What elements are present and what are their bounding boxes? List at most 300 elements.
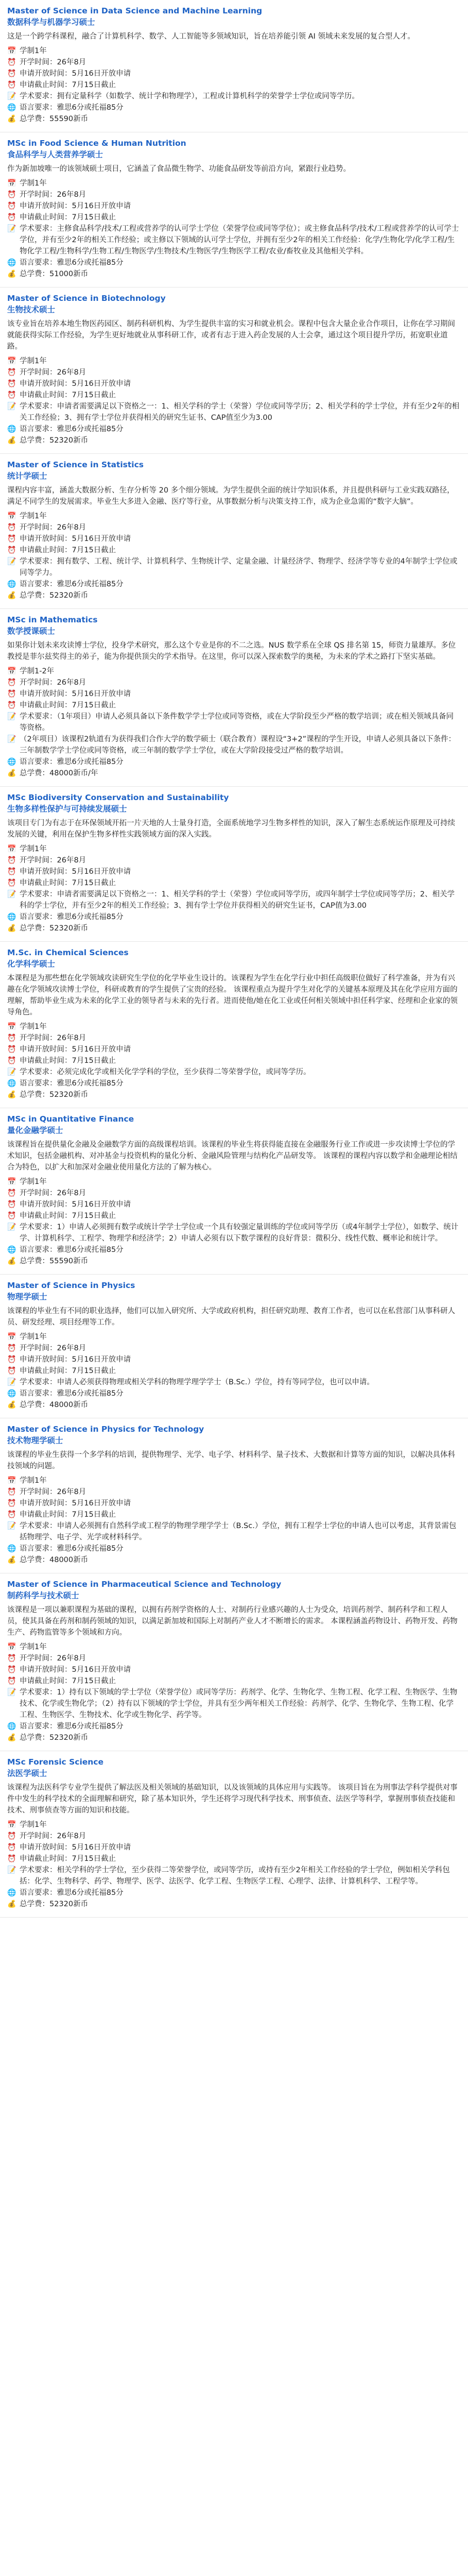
money-icon: 💰: [7, 591, 16, 600]
program-fact-text: 申请截止时间：7月15日截止: [20, 391, 116, 399]
program-fact-text: 语言要求：雅思6分或托福85分: [20, 1246, 124, 1254]
clock-icon: ⏰: [7, 701, 16, 709]
program-facts-list: [7, 1331, 461, 1411]
clock-icon: ⏰: [7, 1666, 16, 1674]
program-fact-text: 学制1年: [20, 512, 47, 520]
program-fact-text: 学术要求：拥有数学、工程、统计学、计算机科学、生物统计学、定量金融、计量经济学、物理学、经济学等专业的4年制学士学位或同等学力。: [20, 557, 458, 577]
clock-icon: ⏰: [7, 1832, 16, 1840]
clock-icon: ⏰: [7, 1034, 16, 1042]
program-fact: [7, 178, 461, 189]
program-description: 该课程是一项以兼职课程为基础的课程，以拥有药剂学资格的人士、对制药行业感兴趣的人士为受众，培训药剂学、制药科学和工程人员，使其具备在药剂和制药领域的知识，以满足新加坡和国际上对制药产业人才不断增长的需求。 本课程涵盖药物设计、药物开发、药物生产、药物监管等多个领域和方向。: [7, 1606, 458, 1637]
clock-icon: ⏰: [7, 679, 16, 687]
program-fact-text: 总学费：52320新币: [20, 1734, 89, 1742]
program-fact-text: 开学时间：26年8月: [20, 1344, 86, 1352]
clock-icon: ⏰: [7, 191, 16, 199]
program-fact: [7, 1188, 461, 1199]
program-fact: [7, 1066, 461, 1078]
note-icon: 📝: [7, 713, 16, 721]
program-fact: [7, 522, 461, 533]
globe-icon: 🌐: [7, 1079, 16, 1088]
clock-icon: ⏰: [7, 546, 16, 554]
program-fact: [7, 1199, 461, 1210]
money-icon: 💰: [7, 769, 16, 777]
clock-icon: ⏰: [7, 1212, 16, 1220]
program-title-zh: 生物技术硕士: [7, 305, 56, 314]
note-icon: 📝: [7, 1068, 16, 1076]
clock-icon: ⏰: [7, 1654, 16, 1663]
clock-icon: ⏰: [7, 690, 16, 698]
money-icon: 💰: [7, 1556, 16, 1564]
program-card: [0, 1573, 468, 1751]
program-fact: [7, 102, 461, 113]
program-fact-text: 学术要求：主修食品科学/技术/工程或营养学的认可学士学位（荣誉学位或同等学位）；或主修食品科学/技术/工程或营养学的认可学士学位，并有至少2年的相关工作经验；或主修以下领域的认可学士学位，并拥有至少2年的相关工作经验：化学/生物化学/化学工程/生物化学工程/生物科学/生物工程/生物医学/生物技术/生物医学/生物医学工程/农业/畜牧业及其他相关学科。: [20, 225, 459, 256]
program-facts-list: [7, 1819, 461, 1910]
note-icon: 📝: [7, 1223, 16, 1231]
clock-icon: ⏰: [7, 868, 16, 876]
program-title-zh: 法医学硕士: [7, 1769, 47, 1778]
program-fact: [7, 533, 461, 545]
calendar-icon: 📅: [7, 1178, 16, 1186]
program-fact: [7, 45, 461, 57]
program-fact: [7, 1399, 461, 1411]
program-fact-text: 学制1年: [20, 1643, 47, 1651]
program-description: 课程内容丰富，涵盖大数据分析、生存分析等 20 多个细分领域。为学生提供全面的统计学知识体系，并且提供科研与工业实践双路径，满足不同学生的发展需求。毕业生大多进入金融、医疗等行业，从事数据分析与决策支持工作，成为企业急需的“数字大脑”。: [7, 486, 455, 506]
program-description: 如果你计划未来攻读博士学位，投身学术研究，那么这个专业是你的不二之选。NUS 数学系在全球 QS 排名第 15，师资力量雄厚。多位教授是菲尔兹奖得主的弟子，能为你提供顶尖的学术指导。在这里，你可以深入探索数学的奥秘，为未来的学术之路打下坚实基础。: [7, 641, 456, 661]
program-fact: [7, 866, 461, 877]
program-title-en: Master of Science in Data Science and Machine Learning: [7, 6, 263, 15]
calendar-icon: 📅: [7, 1477, 16, 1485]
program-title-zh: 量化金融学硕士: [7, 1126, 63, 1135]
program-fact-text: 学制1年: [20, 1477, 47, 1485]
clock-icon: ⏰: [7, 1344, 16, 1352]
globe-icon: 🌐: [7, 104, 16, 112]
program-fact-text: 开学时间：26年8月: [20, 523, 86, 532]
program-fact-text: 总学费：52320新币: [20, 924, 89, 933]
program-fact: [7, 1089, 461, 1100]
program-fact: [7, 389, 461, 401]
program-fact-text: 语言要求：雅思6分或托福85分: [20, 1545, 124, 1553]
program-fact-text: 语言要求：雅思6分或托福85分: [20, 758, 124, 766]
globe-icon: 🌐: [7, 1545, 16, 1553]
program-facts-list: [7, 511, 461, 601]
program-fact-text: 申请开放时间：5月16日开放申请: [20, 1499, 131, 1507]
program-fact-text: 学术要求：必须完成化学或相关化学学科的学位，至少获得二等荣誉学位，或同等学历。: [20, 1068, 311, 1076]
calendar-icon: 📅: [7, 1821, 16, 1829]
program-description: 作为新加坡唯一的该领域硕士项目，它涵盖了食品微生物学、功能食品研发等前沿方向，紧跟行业趋势。: [7, 165, 351, 173]
program-fact-text: 申请截止时间：7月15日截止: [20, 1367, 116, 1375]
program-fact: [7, 768, 461, 779]
program-fact: [7, 1675, 461, 1687]
program-description: 该课程的毕业生有不同的职业选择，他们可以加入研究所、大学或政府机构，担任研究助理、教育工作者，也可以在私营部门从事科研人员、研发经理、项目经理等工作。: [7, 1307, 455, 1327]
program-fact: [7, 91, 461, 102]
program-card: [0, 942, 468, 1108]
program-fact: [7, 1543, 461, 1554]
program-fact: [7, 1664, 461, 1675]
program-title-zh: 生物多样性保护与可持续发展硕士: [7, 804, 127, 814]
program-fact-text: 总学费：52320新币: [20, 591, 89, 600]
money-icon: 💰: [7, 1734, 16, 1742]
globe-icon: 🌐: [7, 1722, 16, 1731]
program-fact: [7, 700, 461, 711]
program-fact-text: 总学费：48000新币: [20, 1401, 89, 1409]
program-fact: [7, 1887, 461, 1899]
program-title-en: MSc in Mathematics: [7, 615, 98, 624]
program-fact-text: 申请截止时间：7月15日截止: [20, 1855, 116, 1863]
program-fact-text: 申请开放时间：5月16日开放申请: [20, 535, 131, 543]
program-title-en: Master of Science in Physics for Technology: [7, 1425, 204, 1434]
clock-icon: ⏰: [7, 1355, 16, 1364]
program-title-zh: 物理学硕士: [7, 1292, 47, 1301]
program-fact-text: 开学时间：26年8月: [20, 1034, 86, 1042]
program-fact: [7, 68, 461, 79]
program-fact: [7, 1032, 461, 1044]
clock-icon: ⏰: [7, 1057, 16, 1065]
program-card: [0, 609, 468, 787]
program-card: [0, 454, 468, 609]
program-fact: [7, 57, 461, 68]
program-fact: [7, 1509, 461, 1520]
program-fact: [7, 367, 461, 378]
clock-icon: ⏰: [7, 70, 16, 78]
note-icon: 📝: [7, 402, 16, 411]
program-title-en: Master of Science in Statistics: [7, 460, 144, 469]
clock-icon: ⏰: [7, 1843, 16, 1852]
clock-icon: ⏰: [7, 1367, 16, 1375]
program-fact-text: 语言要求：雅思6分或托福85分: [20, 1889, 124, 1897]
money-icon: 💰: [7, 115, 16, 123]
program-fact: [7, 1078, 461, 1089]
globe-icon: 🌐: [7, 1889, 16, 1897]
program-fact-text: 申请开放时间：5月16日开放申请: [20, 690, 131, 698]
program-title-en: MSc Biodiversity Conservation and Sustainability: [7, 793, 229, 802]
program-fact-text: 语言要求：雅思6分或托福85分: [20, 104, 124, 112]
clock-icon: ⏰: [7, 1488, 16, 1496]
program-description: 该课程为法医科学专业学生提供了解法医及相关领域的基础知识，以及该领域的具体应用与实践等。 该项目旨在为刑事法学科学提供对事件中发生的科学技术的全面理解和研究，除了基本知识外，学生还将学习现代科学技术、刑事侦查、法医学等科学，掌握刑事侦查技能和技术、刑事侦查等方面的知识和技能。: [7, 1784, 458, 1815]
program-fact-text: 申请开放时间：5月16日开放申请: [20, 1843, 131, 1852]
clock-icon: ⏰: [7, 1499, 16, 1507]
calendar-icon: 📅: [7, 1023, 16, 1031]
program-fact-text: 开学时间：26年8月: [20, 1832, 86, 1840]
program-fact-text: 学术要求：申请人必须拥有自然科学或工程学的物理学理学学士（B.Sc.）学位，拥有工程学士学位的申请人也可以考虑，其背景需包括物理学、电子学、光学或材料科学。: [20, 1522, 457, 1541]
note-icon: 📝: [7, 225, 16, 233]
program-fact: [7, 734, 461, 756]
program-card: [0, 1108, 468, 1275]
program-title-zh: 技术物理学硕士: [7, 1436, 63, 1445]
program-fact-text: 申请截止时间：7月15日截止: [20, 81, 116, 89]
program-fact: [7, 1554, 461, 1566]
program-fact-text: 学制1年: [20, 357, 47, 365]
program-fact-text: 申请开放时间：5月16日开放申请: [20, 202, 131, 210]
program-fact: [7, 257, 461, 268]
program-fact-text: 申请开放时间：5月16日开放申请: [20, 70, 131, 78]
program-title-zh: 食品科学与人类营养学硕士: [7, 150, 103, 159]
program-fact: [7, 1176, 461, 1188]
program-fact: [7, 189, 461, 200]
program-facts-list: [7, 178, 461, 280]
program-title-zh: 统计学硕士: [7, 471, 47, 481]
program-fact: [7, 223, 461, 257]
program-fact: [7, 1653, 461, 1664]
money-icon: 💰: [7, 1900, 16, 1908]
globe-icon: 🌐: [7, 1246, 16, 1254]
note-icon: 📝: [7, 92, 16, 100]
program-fact: [7, 1498, 461, 1509]
program-fact: [7, 1853, 461, 1865]
program-fact-text: 学术要求：（1年项目）申请人必须具备以下条件数学学士学位或同等资格，或在大学阶段至少严格的数学培训；或在相关领域具备同等资格。: [20, 713, 454, 732]
calendar-icon: 📅: [7, 1333, 16, 1341]
clock-icon: ⏰: [7, 1511, 16, 1519]
program-fact: [7, 200, 461, 212]
note-icon: 📝: [7, 1866, 16, 1874]
program-description: 该专业旨在培养本地生物医药园区、制药科研机构、为学生提供丰富的实习和就业机会。课程中包含大量企业合作项目，让你在学习期间就能获得实际工作经验，为学生更好地就业从事科研工作，或者有志于进入药企发展的人士会拿，通过这个项目提升学历，拓宽职业道路。: [7, 320, 455, 351]
program-fact-text: 学术要求：相关学科的学士学位，至少获得二等荣誉学位，或同等学历，或持有至少2年相关工作经验的学士学位，例如相关学科包括：化学、生物科学、药学、物理学、医学、法医学、化学工程、生物医学工程、心理学、法律、计算机科学、工程学等。: [20, 1866, 450, 1886]
program-fact: [7, 401, 461, 423]
program-fact-text: 学制1年: [20, 1333, 47, 1341]
program-title-zh: 制药科学与技术硕士: [7, 1591, 79, 1600]
clock-icon: ⏰: [7, 1189, 16, 1197]
program-fact: [7, 677, 461, 688]
program-fact: [7, 1021, 461, 1032]
program-fact: [7, 1055, 461, 1066]
program-fact: [7, 1343, 461, 1354]
clock-icon: ⏰: [7, 213, 16, 222]
program-fact: [7, 113, 461, 125]
globe-icon: 🌐: [7, 425, 16, 433]
program-fact: [7, 1899, 461, 1910]
program-description: 本课程是为那些想在化学领域攻读研究生学位的化学毕业生设计的。该课程为学生在化学行业中担任高级职位做好了科学准备，并为有兴趣在化学领域攻读博士学位，科研或教育的学生提供了宝贵的经验。 该课程重点为提升学生对化学的关键基本原理及其在化学应用方面的理解，帮助毕业生成为未来的化学工业的领导者与未来的先行者。进而使他/她在化工业或任何相关领域中担任科学家、经理和企业家的领导角色。: [7, 974, 458, 1016]
program-card: [0, 1275, 468, 1418]
program-facts-list: [7, 666, 461, 779]
program-fact: [7, 1210, 461, 1222]
program-fact-text: 开学时间：26年8月: [20, 856, 86, 865]
program-description: 该项目专门为有志于在环保领域开拓一片天地的人士量身打造，全面系统地学习生物多样性的知识，深入了解生态系统运作原理及可持续发展的关键，利用在保护生物多样性实践领域方面的深入实践。: [7, 819, 455, 839]
program-title-zh: 化学科学硕士: [7, 959, 56, 969]
program-fact: [7, 1520, 461, 1543]
program-fact: [7, 423, 461, 435]
globe-icon: 🌐: [7, 758, 16, 766]
program-fact-text: 总学费：51000新币: [20, 270, 89, 278]
program-fact-text: 总学费：48000新币: [20, 1556, 89, 1564]
program-description: 该课程的毕业生获得一个多学科的培训，提供物理学、光学、电子学、材料科学、量子技术、大数据和计算等方面的知识，以解决具体科技领域的问题。: [7, 1451, 455, 1470]
program-fact: [7, 1044, 461, 1055]
money-icon: 💰: [7, 1091, 16, 1099]
program-fact: [7, 511, 461, 522]
note-icon: 📝: [7, 1522, 16, 1530]
clock-icon: ⏰: [7, 1855, 16, 1863]
program-fact-text: 申请截止时间：7月15日截止: [20, 1511, 116, 1519]
globe-icon: 🌐: [7, 1389, 16, 1398]
program-card: [0, 1418, 468, 1573]
program-fact: [7, 889, 461, 911]
calendar-icon: 📅: [7, 845, 16, 853]
program-fact-text: 总学费：52320新币: [20, 436, 89, 445]
program-fact-text: 学术要求：申请者需要满足以下资格之一：1、相关学科的学士（荣誉）学位或同等学历，或四年制学士学位或同等学历；2、相关学科的学士学位，并有至少2年的相关工作经验；3、拥有学士学位并获得相关的研究生证书，CAP值为3.00: [20, 890, 455, 910]
program-card: [0, 1751, 468, 1918]
note-icon: 📝: [7, 890, 16, 899]
program-card: [0, 287, 468, 454]
money-icon: 💰: [7, 924, 16, 933]
clock-icon: ⏰: [7, 391, 16, 399]
money-icon: 💰: [7, 436, 16, 445]
program-fact-text: 总学费：52320新币: [20, 1091, 89, 1099]
note-icon: 📝: [7, 735, 16, 743]
program-facts-list: [7, 1021, 461, 1100]
program-title-zh: 数学授课硕士: [7, 626, 56, 636]
calendar-icon: 📅: [7, 1643, 16, 1651]
program-fact: [7, 1256, 461, 1267]
program-fact: [7, 378, 461, 389]
program-fact: [7, 1486, 461, 1498]
program-fact-text: 语言要求：雅思6分或托福85分: [20, 1079, 124, 1088]
globe-icon: 🌐: [7, 913, 16, 921]
program-fact: [7, 212, 461, 223]
clock-icon: ⏰: [7, 856, 16, 865]
program-fact-text: 申请截止时间：7月15日截止: [20, 1057, 116, 1065]
clock-icon: ⏰: [7, 368, 16, 377]
note-icon: 📝: [7, 557, 16, 566]
program-fact-text: 开学时间：26年8月: [20, 368, 86, 377]
calendar-icon: 📅: [7, 667, 16, 675]
program-fact: [7, 1365, 461, 1377]
clock-icon: ⏰: [7, 1045, 16, 1054]
program-fact-text: 学制1年: [20, 179, 47, 188]
program-card: [0, 132, 468, 287]
program-title-en: Master of Science in Physics: [7, 1281, 135, 1290]
program-fact-text: 申请截止时间：7月15日截止: [20, 1677, 116, 1685]
program-fact-text: 学术要求：1）申请人必须拥有数学或统计学学士学位或一个具有较强定量训练的学位或同等学历（或4年制学士学位），如数学、统计学、计算机科学、工程学、物理学和经济学；2）申请人必须有以下数学课程的良好背景：微积分、线性代数、概率论和统计学。: [20, 1223, 459, 1243]
program-fact-text: 语言要求：雅思6分或托福85分: [20, 425, 124, 433]
program-title-en: Master of Science in Biotechnology: [7, 294, 166, 303]
program-fact: [7, 268, 461, 280]
program-title-en: MSc in Quantitative Finance: [7, 1114, 134, 1124]
program-fact: [7, 1865, 461, 1887]
clock-icon: ⏰: [7, 81, 16, 89]
program-fact: [7, 79, 461, 91]
program-fact-text: 开学时间：26年8月: [20, 1189, 86, 1197]
program-fact-text: 总学费：55590新币: [20, 1257, 89, 1265]
program-fact-text: 申请截止时间：7月15日截止: [20, 701, 116, 709]
program-facts-list: [7, 1641, 461, 1743]
program-fact-text: 总学费：52320新币: [20, 1900, 89, 1908]
program-fact-text: 语言要求：雅思6分或托福85分: [20, 913, 124, 921]
program-fact: [7, 855, 461, 866]
program-fact-text: 语言要求：雅思6分或托福85分: [20, 580, 124, 588]
calendar-icon: 📅: [7, 512, 16, 520]
program-title-en: MSc Forensic Science: [7, 1757, 104, 1767]
clock-icon: ⏰: [7, 879, 16, 887]
program-fact-text: 语言要求：雅思6分或托福85分: [20, 1722, 124, 1731]
program-fact-text: 总学费：48000新币/年: [20, 769, 98, 777]
program-fact-text: 学术要求：申请人必须获得物理或相关学科的物理学理学学士（B.Sc.）学位，持有等同学位，也可以申请。: [20, 1378, 374, 1386]
clock-icon: ⏰: [7, 202, 16, 210]
program-fact: [7, 556, 461, 579]
program-fact: [7, 711, 461, 734]
clock-icon: ⏰: [7, 523, 16, 532]
program-fact: [7, 666, 461, 677]
program-fact-text: 学制1年: [20, 1821, 47, 1829]
program-fact: [7, 1377, 461, 1388]
program-fact: [7, 435, 461, 446]
program-fact: [7, 1687, 461, 1721]
program-fact: [7, 688, 461, 700]
program-fact-text: （2年项目）该课程2轨道有为获得我们合作大学的数学硕士（联合教育）课程设“3+2”课程的学生开设，申请人必须具备以下条件：三年制数学学士学位或同等资格，或三年制的数学学士学位，或在大学阶段接受过严格的数学培训。: [20, 735, 456, 755]
program-fact-text: 开学时间：26年8月: [20, 1488, 86, 1496]
program-fact-text: 申请开放时间：5月16日开放申请: [20, 1200, 131, 1209]
program-fact: [7, 923, 461, 934]
program-fact-text: 总学费：55590新币: [20, 115, 89, 123]
program-facts-list: [7, 1475, 461, 1566]
program-fact-text: 学制1-2年: [20, 667, 55, 675]
program-description: 这是一个跨学科课程，融合了计算机科学、数学、人工智能等多领域知识，旨在培养能引领 AI 领域未来发展的复合型人才。: [7, 32, 415, 41]
program-fact: [7, 590, 461, 601]
program-fact-text: 语言要求：雅思6分或托福85分: [20, 259, 124, 267]
program-fact: [7, 1721, 461, 1732]
clock-icon: ⏰: [7, 1677, 16, 1685]
program-fact-text: 开学时间：26年8月: [20, 1654, 86, 1663]
program-card: [0, 0, 468, 132]
program-fact-text: 学制1年: [20, 1178, 47, 1186]
program-fact-text: 申请截止时间：7月15日截止: [20, 213, 116, 222]
clock-icon: ⏰: [7, 535, 16, 543]
calendar-icon: 📅: [7, 179, 16, 188]
program-fact-text: 学制1年: [20, 845, 47, 853]
program-fact-text: 学术要求：申请者需要满足以下资格之一：1、相关学科的学士（荣誉）学位或同等学历；2、相关学科的学士学位，并有至少2年的相关工作经验；3、拥有学士学位并获得相关的研究生证书、CAP值至少为3.00: [20, 402, 460, 422]
program-fact-text: 学术要求：1）持有以下领域的学士学位（荣誉学位）或同等学历：药剂学、化学、生物化学、生物工程、化学工程、生物医学、生物技术、化学或生物化学；（2）持有以下领域的学士学位，并具有至少两年相关工作经验：药剂学、化学、生物化学、生物工程、化学工程、生物医学、生物技术、化学或生物化学、药学等。: [20, 1688, 458, 1719]
program-fact: [7, 545, 461, 556]
program-fact: [7, 756, 461, 768]
money-icon: 💰: [7, 1257, 16, 1265]
program-title-en: M.Sc. in Chemical Sciences: [7, 948, 129, 957]
program-fact-text: 开学时间：26年8月: [20, 191, 86, 199]
program-fact: [7, 1354, 461, 1365]
program-fact: [7, 1641, 461, 1653]
clock-icon: ⏰: [7, 380, 16, 388]
program-fact-text: 申请截止时间：7月15日截止: [20, 1212, 116, 1220]
program-fact: [7, 843, 461, 855]
program-facts-list: [7, 355, 461, 446]
clock-icon: ⏰: [7, 58, 16, 66]
program-fact-text: 申请开放时间：5月16日开放申请: [20, 1355, 131, 1364]
program-fact-text: 申请截止时间：7月15日截止: [20, 546, 116, 554]
globe-icon: 🌐: [7, 580, 16, 588]
program-description: 该课程旨在提供量化金融及金融数学方面的高级课程培训。该课程的毕业生将获得能直接在金融服务行业工作或进一步攻读博士学位的学术知识，包括金融机构、对冲基金与投资机构的量化分析、金融风险管理与结构化产品研发等。 该课程的课程内容以数学和金融理论相结合为特色，以扩大和加深对金融业使用量化方法的了解为核心。: [7, 1141, 458, 1172]
program-fact: [7, 1732, 461, 1743]
program-fact: [7, 1831, 461, 1842]
program-fact-text: 开学时间：26年8月: [20, 679, 86, 687]
program-fact: [7, 579, 461, 590]
program-fact-text: 语言要求：雅思6分或托福85分: [20, 1389, 124, 1398]
program-fact-text: 学制1年: [20, 47, 47, 55]
globe-icon: 🌐: [7, 259, 16, 267]
program-title-zh: 数据科学与机器学习硕士: [7, 18, 95, 27]
program-fact: [7, 1388, 461, 1399]
program-fact: [7, 911, 461, 923]
money-icon: 💰: [7, 270, 16, 278]
program-fact: [7, 877, 461, 889]
note-icon: 📝: [7, 1688, 16, 1697]
clock-icon: ⏰: [7, 1200, 16, 1209]
program-card: [0, 787, 468, 942]
program-fact-text: 申请开放时间：5月16日开放申请: [20, 1666, 131, 1674]
program-fact: [7, 1842, 461, 1853]
program-fact: [7, 1331, 461, 1343]
program-fact-text: 申请截止时间：7月15日截止: [20, 879, 116, 887]
program-facts-list: [7, 1176, 461, 1267]
program-fact-text: 开学时间：26年8月: [20, 58, 86, 66]
program-fact: [7, 1819, 461, 1831]
program-facts-list: [7, 843, 461, 934]
program-fact-text: 申请开放时间：5月16日开放申请: [20, 868, 131, 876]
